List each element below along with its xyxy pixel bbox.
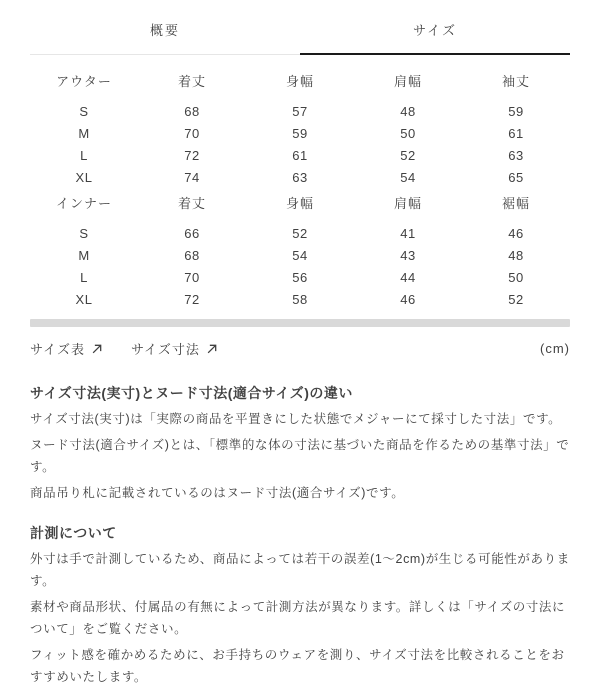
measurement-value: 52 xyxy=(292,226,308,241)
table-row xyxy=(30,245,570,267)
measurement-value: 65 xyxy=(508,170,524,185)
size-label: L xyxy=(80,270,88,285)
tab-bar xyxy=(30,12,570,55)
measurement-value: 52 xyxy=(400,148,416,163)
tab-overview[interactable]: 概要 xyxy=(30,12,300,55)
table-row xyxy=(30,123,570,145)
measurement-value: 57 xyxy=(292,104,308,119)
size-label: S xyxy=(79,104,89,119)
measurement-value: 41 xyxy=(400,226,416,241)
table-row xyxy=(30,289,570,311)
table-row xyxy=(30,267,570,289)
measurement-value: 70 xyxy=(184,270,200,285)
size-label: M xyxy=(78,126,90,141)
measurement-value: 44 xyxy=(400,270,416,285)
section-paragraph: フィット感を確かめるために、お手持ちのウェアを測り、サイズ寸法を比較されることをおすすめいたします。 xyxy=(30,648,565,684)
size-explanation-section xyxy=(30,382,570,504)
measurement-value: 72 xyxy=(184,148,200,163)
column-header: インナー xyxy=(55,196,112,211)
size-label: S xyxy=(79,226,89,241)
section-paragraph: 外寸は手で計測しているため、商品によっては若干の誤差(1〜2cm)が生じる可能性があります。 xyxy=(30,552,570,588)
column-header: 身幅 xyxy=(285,74,314,89)
measurement-value: 48 xyxy=(400,104,416,119)
measurement-value: 66 xyxy=(184,226,200,241)
links-row xyxy=(30,339,570,358)
table-scrollbar[interactable] xyxy=(30,319,570,327)
table-row xyxy=(30,145,570,167)
measurement-value: 61 xyxy=(508,126,524,141)
measurement-value: 46 xyxy=(400,292,416,307)
measurement-value: 59 xyxy=(292,126,308,141)
table-row xyxy=(30,101,570,123)
measurement-value: 46 xyxy=(508,226,524,241)
table-header-row xyxy=(30,193,570,215)
inner-size-table xyxy=(30,193,570,311)
unit-label: (cm) xyxy=(540,341,570,356)
measurement-value: 50 xyxy=(508,270,524,285)
column-header: アウター xyxy=(56,74,112,89)
measurement-value: 68 xyxy=(184,104,200,119)
measurement-section xyxy=(30,522,570,688)
table-row xyxy=(30,167,570,189)
column-header: 着丈 xyxy=(177,196,206,211)
column-header: 身幅 xyxy=(285,196,314,211)
section-paragraph: ヌード寸法(適合サイズ)とは、「標準的な体の寸法に基づいた商品を作るための基準寸法」です。 xyxy=(30,438,570,474)
section-paragraph: 商品吊り札に記載されているのはヌード寸法(適合サイズ)です。 xyxy=(30,486,405,500)
measurement-value: 54 xyxy=(292,248,308,263)
measurement-value: 59 xyxy=(508,104,524,119)
measurement-value: 63 xyxy=(508,148,524,163)
measurement-value: 58 xyxy=(292,292,308,307)
external-link-icon xyxy=(91,343,103,355)
section-heading: サイズ寸法(実寸)とヌード寸法(適合サイズ)の違い xyxy=(30,385,353,401)
column-header: 着丈 xyxy=(177,74,206,89)
column-header: 肩幅 xyxy=(393,74,422,89)
column-header: 肩幅 xyxy=(393,196,422,211)
tab-size[interactable]: サイズ xyxy=(300,12,570,55)
measurement-value: 43 xyxy=(400,248,416,263)
external-link-icon xyxy=(206,343,218,355)
size-label: XL xyxy=(75,170,93,185)
measurement-value: 52 xyxy=(508,292,524,307)
size-label: M xyxy=(78,248,90,263)
size-label: L xyxy=(80,148,88,163)
section-paragraph: 素材や商品形状、付属品の有無によって計測方法が異なります。詳しくは「サイズの寸法について」をご覧ください。 xyxy=(30,600,566,636)
measurement-value: 68 xyxy=(184,248,200,263)
measurement-value: 63 xyxy=(292,170,308,185)
measurement-value: 74 xyxy=(184,170,200,185)
measurement-value: 54 xyxy=(400,170,416,185)
measurement-value: 72 xyxy=(184,292,200,307)
outer-size-table xyxy=(30,71,570,189)
size-chart-link[interactable] xyxy=(30,339,103,358)
measurement-value: 61 xyxy=(292,148,308,163)
size-dimensions-link[interactable] xyxy=(131,339,218,358)
size-chart-link-label: サイズ表 xyxy=(30,342,85,357)
column-header: 裾幅 xyxy=(501,196,530,211)
measurement-value: 48 xyxy=(508,248,524,263)
column-header: 袖丈 xyxy=(501,74,530,89)
measurement-value: 70 xyxy=(184,126,200,141)
size-label: XL xyxy=(75,292,93,307)
section-heading: 計測について xyxy=(30,525,117,541)
table-row xyxy=(30,223,570,245)
measurement-value: 56 xyxy=(292,270,308,285)
table-header-row xyxy=(30,71,570,93)
section-paragraph: サイズ寸法(実寸)は「実際の商品を平置きにした状態でメジャーにて採寸した寸法」です。 xyxy=(30,412,562,426)
size-dimensions-link-label: サイズ寸法 xyxy=(130,342,200,357)
measurement-value: 50 xyxy=(400,126,416,141)
